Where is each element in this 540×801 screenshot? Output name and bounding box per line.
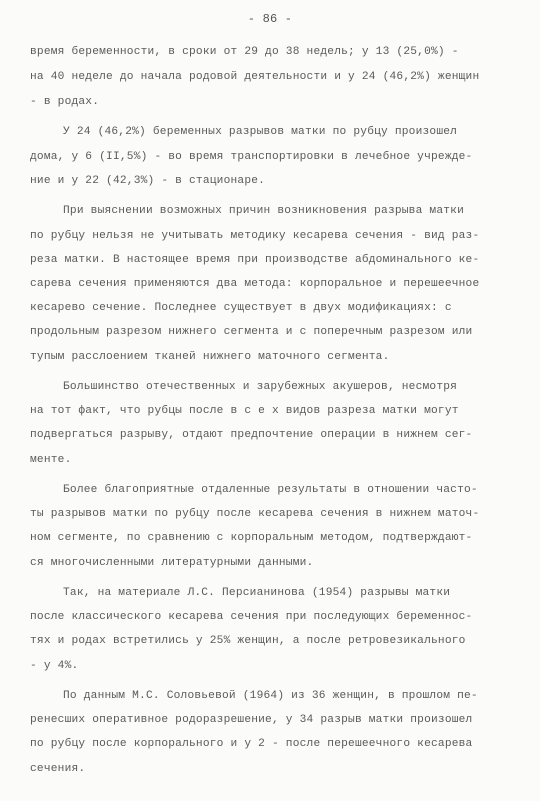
text-line: тях и родах встретились у 25% женщин, а после ретровезикального: [30, 635, 466, 647]
text-line: реза матки. В настоящее время при производстве абдоминального ке-: [30, 254, 480, 266]
text-line: Более благоприятные отдаленные результаты в отношении часто-: [63, 484, 478, 496]
text-line: сечения.: [30, 763, 86, 775]
text-line: По данным М.С. Соловьевой (1964) из 36 женщин, в прошлом пе-: [63, 690, 478, 702]
text-line: тупым расслоением тканей нижнего маточного сегмента.: [30, 351, 390, 363]
text-line: сарева сечения применяются два метода: корпоральное и перешеечное: [30, 278, 480, 290]
text-line: ние и у 22 (42,3%) - в стационаре.: [30, 175, 266, 187]
text-line: по рубцу после корпорального и у 2 - после перешеечного кесарева: [30, 738, 473, 750]
text-line: менте.: [30, 454, 72, 466]
text-line: кесарево сечение. Последнее существует в двух модификациях: с: [30, 302, 452, 314]
text-line: по рубцу нельзя не учитывать методику кесарева сечения - вид раз-: [30, 230, 480, 242]
text-line: подвергаться разрыву, отдают предпочтение операции в нижнем сег-: [30, 429, 473, 441]
text-line: ся многочисленными литературными данными.: [30, 557, 314, 569]
text-line: ном сегменте, по сравнению с корпоральным методом, подтверждают-: [30, 532, 473, 544]
text-line: на 40 неделе до начала родовой деятельности и у 24 (46,2%) женщин: [30, 71, 480, 83]
text-line: При выяснении возможных причин возникновения разрыва матки: [63, 205, 464, 217]
text-line: Большинство отечественных и зарубежных акушеров, несмотря: [63, 381, 458, 393]
text-line: на тот факт, что рубцы после в с е х видов разреза матки могут: [30, 405, 459, 417]
text-line: ренесших оперативное родоразрешение, у 34 разрыв матки произошел: [30, 714, 473, 726]
text-line: ты разрывов матки по рубцу после кесарева сечения в нижнем маточ-: [30, 508, 480, 520]
text-line: Так, на материале Л.С. Персианинова (1954) разрывы матки: [63, 587, 451, 599]
text-line: продольным разрезом нижнего сегмента и с поперечным разрезом или: [30, 326, 473, 338]
text-line: - в родах.: [30, 96, 100, 108]
text-line: время беременности, в сроки от 29 до 38 недель; у 13 (25,0%) -: [30, 46, 459, 58]
page-number: - 86 -: [247, 12, 293, 26]
text-line: У 24 (46,2%) беременных разрывов матки по рубцу произошел: [63, 126, 458, 138]
text-line: дома, у 6 (II,5%) - во время транспортировки в лечебное учрежде-: [30, 151, 473, 163]
text-line: после классического кесарева сечения при последующих беременнос-: [30, 611, 473, 623]
text-line: - у 4%.: [30, 660, 79, 672]
